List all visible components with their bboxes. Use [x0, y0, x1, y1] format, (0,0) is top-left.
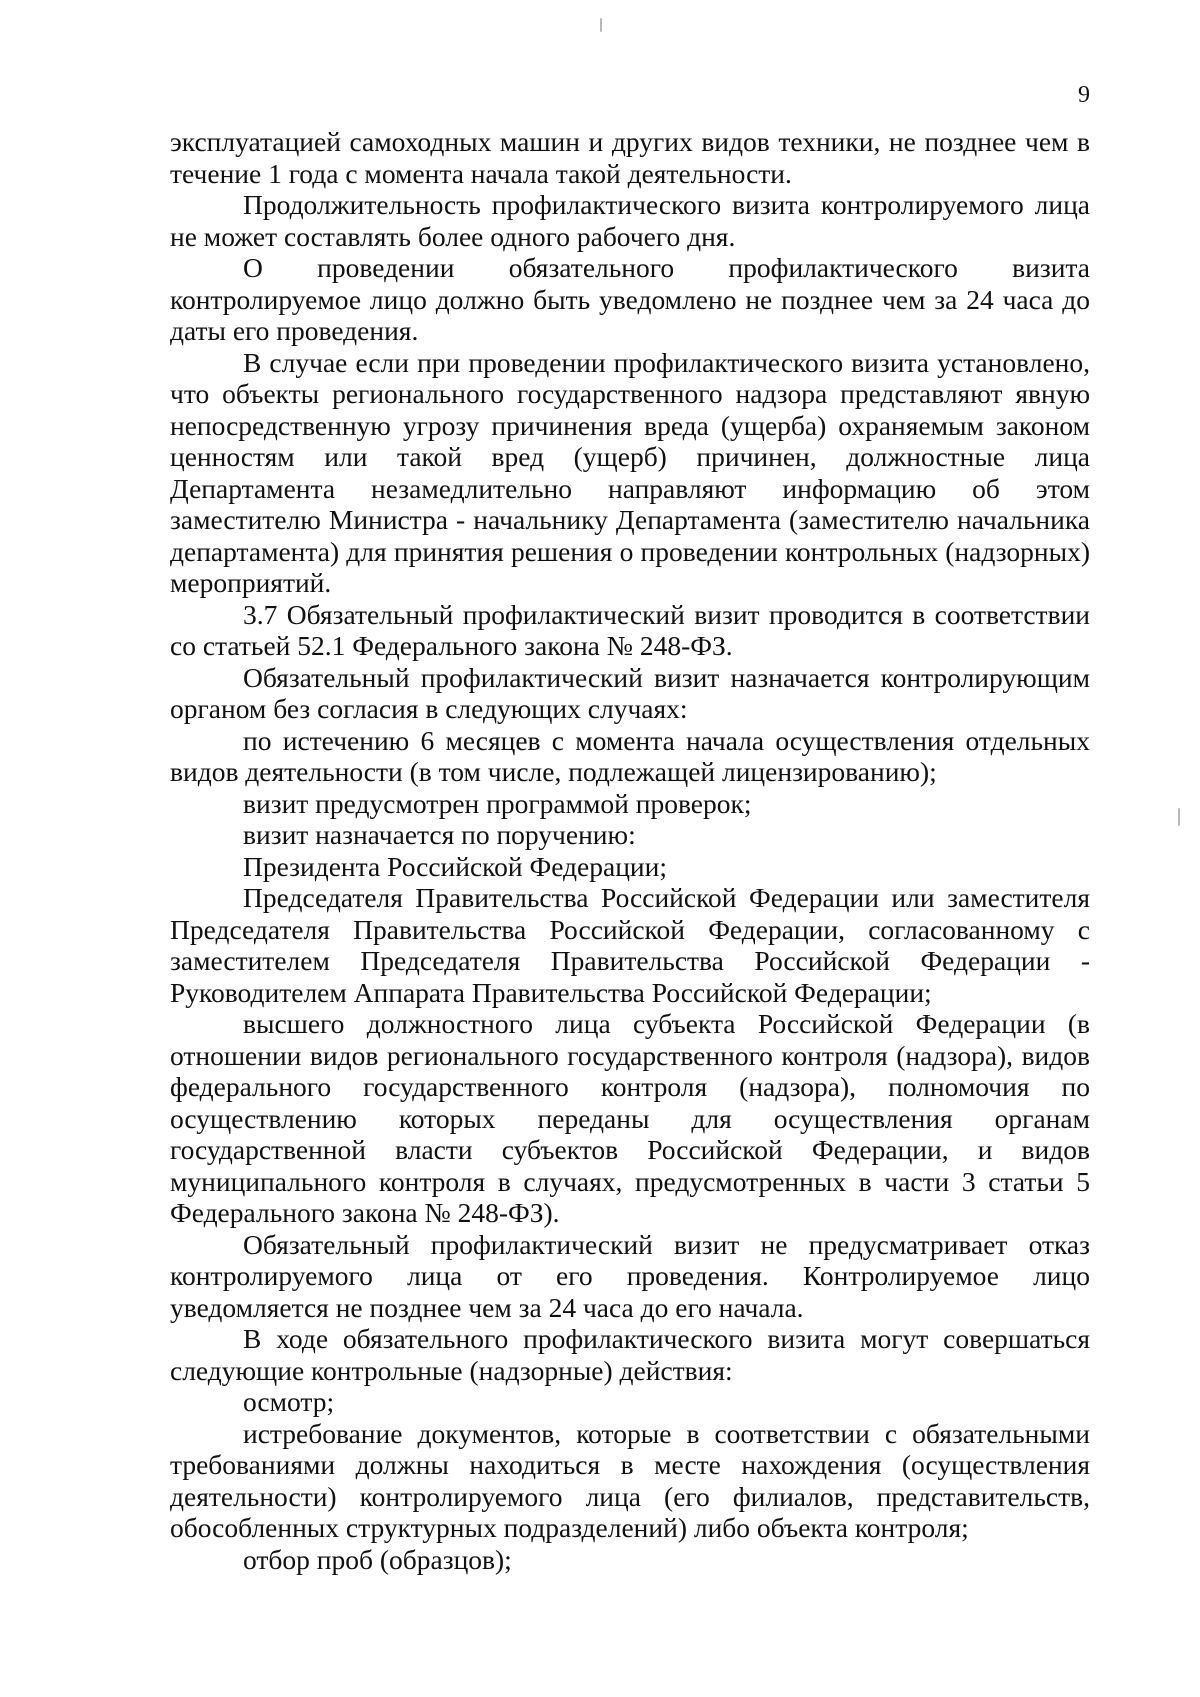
- paragraph-section-3-7: 3.7 Обязательный профилактический визит проводится в соответствии со статьей 52.1 Федерального закона № 248-ФЗ.: [170, 598, 1090, 661]
- list-item-regional-head: высшего должностного лица субъекта Российской Федерации (в отношении видов регионального государственного контроля (надзора), видов федерального государственного контроля (надзора), полномочия по осуществлению которых переданы для осуществления органам государственной власти субъектов Российской Федерации, и видов муниципального контроля в случаях, предусмотренных в части 3 статьи 5 Федерального закона № 248-ФЗ).: [170, 1008, 1090, 1228]
- paragraph-continuation: эксплуатацией самоходных машин и других видов техники, не позднее чем в течение 1 года с момента начала такой деятельности.: [170, 126, 1090, 189]
- scan-artifact: [600, 18, 602, 32]
- paragraph-notification: О проведении обязательного профилактического визита контролируемое лицо должно быть уведомлено не позднее чем за 24 часа до даты его проведения.: [170, 252, 1090, 346]
- list-item-document-request: истребование документов, которые в соответствии с обязательными требованиями должны находиться в месте нахождения (осуществления деятельности) контролируемого лица (его филиалов, представительств, обособленных структурных подразделений) либо объекта контроля;: [170, 1417, 1090, 1543]
- list-item-inspection: осмотр;: [243, 1386, 335, 1417]
- list-item-by-order: визит назначается по поручению:: [243, 819, 636, 850]
- paragraph-control-actions: В ходе обязательного профилактического визита могут совершаться следующие контрольные (надзорные) действия:: [170, 1323, 1090, 1386]
- paragraph-threat-case: В случае если при проведении профилактического визита установлено, что объекты регионального государственного надзора представляют явную непосредственную угрозу причинения вреда (ущерба) охраняемым законом ценностям или такой вред (ущерб) причинен, должностные лица Департамента незамедлительно направляют информацию об этом заместителю Министра - начальнику Департамента (заместителю начальника департамента) для принятия решения о проведении контрольных (надзорных) мероприятий.: [170, 346, 1090, 598]
- paragraph-no-refusal: Обязательный профилактический визит не предусматривает отказ контролируемого лица от его проведения. Контролируемое лицо уведомляется не позднее чем за 24 часа до его начала.: [170, 1228, 1090, 1323]
- document-body: [170, 126, 1090, 1575]
- page-number: 9: [1078, 82, 1090, 108]
- paragraph-visit-duration: Продолжительность профилактического визита контролируемого лица не может составлять более одного рабочего дня.: [170, 189, 1090, 252]
- paragraph-assignment-cases: Обязательный профилактический визит назначается контролирующим органом без согласия в следующих случаях:: [170, 661, 1090, 724]
- scan-artifact: [1178, 808, 1180, 826]
- list-item-six-months: по истечению 6 месяцев с момента начала осуществления отдельных видов деятельности (в том числе, подлежащей лицензированию);: [170, 724, 1090, 787]
- list-item-chairman: Председателя Правительства Российской Федерации или заместителя Председателя Правительства Российской Федерации, согласованному с заместителем Председателя Правительства Российской Федерации - Руководителем Аппарата Правительства Российской Федерации;: [170, 882, 1090, 1008]
- list-item-president: Президента Российской Федерации;: [243, 850, 667, 882]
- list-item-sampling: отбор проб (образцов);: [243, 1543, 512, 1575]
- list-item-inspection-program: визит предусмотрен программой проверок;: [243, 787, 752, 819]
